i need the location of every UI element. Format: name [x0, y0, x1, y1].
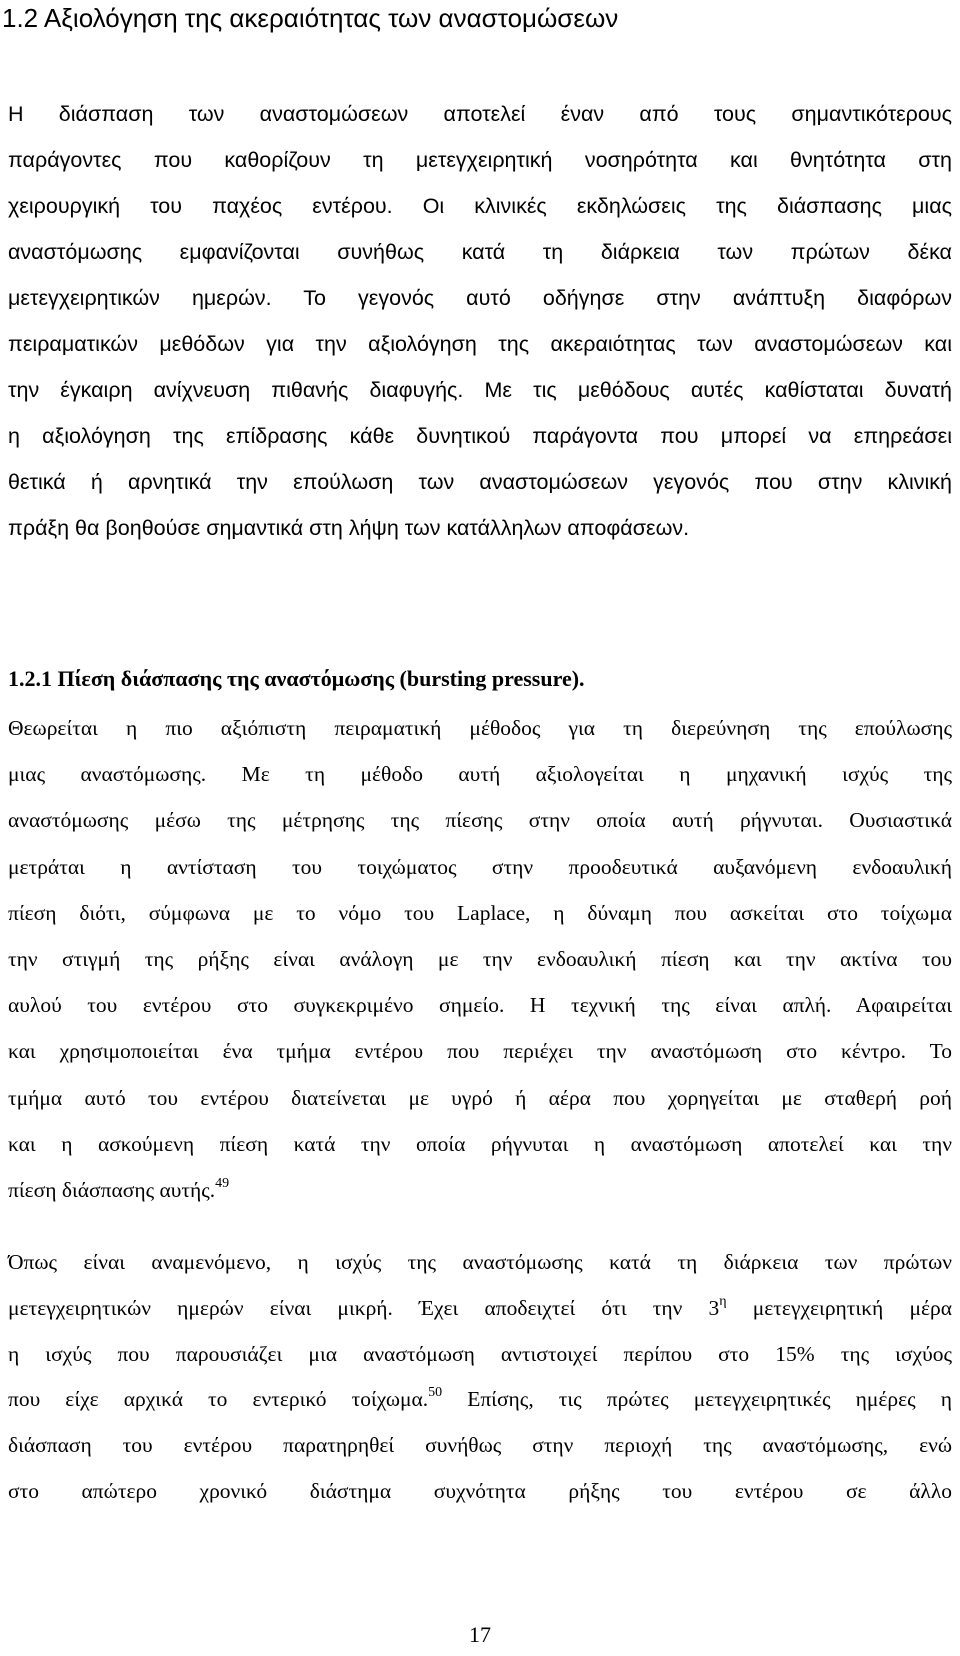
- paragraph-line: στο απώτερο χρονικό διάστημα συχνότητα ρήξης του εντέρου σε άλλο: [8, 1478, 952, 1503]
- paragraph-text: πίεση διάσπασης αυτής.: [8, 1177, 216, 1202]
- paragraph-line: πράξη θα βοηθούσε σημαντικά στη λήψη των κατάλληλων αποφάσεων.: [8, 516, 690, 540]
- paragraph-line: αυλού του εντέρου στο συγκεκριμένο σημείο. Η τεχνική της είναι απλή. Αφαιρείται: [8, 993, 952, 1018]
- paragraph-line: μιας αναστόμωσης. Με τη μέθοδο αυτή αξιολογείται η μηχανική ισχύς της: [8, 762, 952, 787]
- ordinal-superscript: η: [719, 1293, 727, 1309]
- paragraph-line: θετικά ή αρνητικά την επούλωση των αναστομώσεων γεγονός που στην κλινική: [8, 470, 952, 494]
- paragraph-line: [8, 1377, 952, 1423]
- paragraph-text: που είχε αρχικά το εντερικό τοίχωμα.: [8, 1387, 429, 1412]
- paragraph-line: διάσπαση του εντέρου παρατηρηθεί συνήθως στην περιοχή της αναστόμωσης, ενώ: [8, 1433, 952, 1458]
- paragraph-line: την στιγμή της ρήξης είναι ανάλογη με την ενδοαυλική πίεση και την ακτίνα του: [8, 946, 952, 971]
- paragraph-text: μετεγχειρητική μέρα: [726, 1295, 952, 1320]
- reference-superscript: 50: [428, 1385, 443, 1401]
- reference-superscript: 49: [215, 1175, 230, 1191]
- paragraph-line: τμήμα αυτό του εντέρου διατείνεται με υγρό ή αέρα που χορηγείται με σταθερή ροή: [8, 1085, 952, 1110]
- paragraph-strength: [8, 1240, 952, 1515]
- paragraph-line: πίεση διότι, σύμφωνα με το νόμο του Laplace, η δύναμη που ασκείται στο τοίχωμα: [8, 900, 952, 925]
- paragraph-line: Η διάσπαση των αναστομώσεων αποτελεί έναν από τους σημαντικότερους: [8, 102, 952, 126]
- paragraph-line: χειρουργική του παχέος εντέρου. Οι κλινικές εκδηλώσεις της διάσπασης μιας: [8, 194, 952, 218]
- paragraph-line: αναστόμωσης μέσω της μέτρησης της πίεσης στην οποία αυτή ρήγνυται. Ουσιαστικά: [8, 808, 952, 833]
- paragraph-line: η αξιολόγηση της επίδρασης κάθε δυνητικού παράγοντα που μπορεί να επηρεάσει: [8, 424, 952, 448]
- paragraph-text: μετεγχειρητικών ημερών είναι μικρή. Έχει αποδειχτεί ότι την 3: [8, 1295, 720, 1320]
- paragraph-line: Όπως είναι αναμενόμενο, η ισχύς της αναστόμωσης κατά τη διάρκεια των πρώτων: [8, 1250, 952, 1274]
- subsection-heading: 1.2.1 Πίεση διάσπασης της αναστόμωσης (bursting pressure).: [8, 666, 585, 691]
- paragraph-line: μετράται η αντίσταση του τοιχώματος στην προοδευτικά αυξανόμενη ενδοαυλική: [8, 854, 952, 879]
- paragraph-line: [8, 1286, 952, 1332]
- paragraph-line: την έγκαιρη ανίχνευση πιθανής διαφυγής. Με τις μεθόδους αυτές καθίσταται δυνατή: [8, 378, 952, 402]
- paragraph-line: και η ασκούμενη πίεση κατά την οποία ρήγνυται η αναστόμωση αποτελεί και την: [8, 1131, 952, 1156]
- paragraph-line: πειραματικών μεθόδων για την αξιολόγηση της ακεραιότητας των αναστομώσεων και: [8, 332, 952, 356]
- paragraph-intro: [8, 91, 952, 551]
- paragraph-line: η ισχύς που παρουσιάζει μια αναστόμωση αντιστοιχεί περίπου στο 15% της ισχύος: [8, 1341, 952, 1366]
- paragraph-line: αναστόμωσης εμφανίζονται συνήθως κατά τη διάρκεια των πρώτων δέκα: [8, 240, 952, 264]
- section-heading: 1.2 Αξιολόγηση της ακεραιότητας των αναστομώσεων: [2, 3, 619, 33]
- paragraph-text: Επίσης, τις πρώτες μετεγχειρητικές ημέρες η: [442, 1387, 952, 1412]
- paragraph-line: Θεωρείται η πιο αξιόπιστη πειραματική μέθοδος για τη διερεύνηση της επούλωσης: [8, 716, 952, 740]
- paragraph-line: και χρησιμοποιείται ένα τμήμα εντέρου που περιέχει την αναστόμωση στο κέντρο. Το: [8, 1039, 952, 1064]
- paragraph-line: μετεγχειρητικών ημερών. Το γεγονός αυτό οδήγησε στην ανάπτυξη διαφόρων: [8, 286, 952, 310]
- paragraph-bursting-pressure: [8, 705, 952, 1213]
- paragraph-line: [8, 1167, 952, 1213]
- paragraph-line: παράγοντες που καθορίζουν τη μετεγχειρητική νοσηρότητα και θνητότητα στη: [8, 148, 952, 172]
- page-number: 17: [469, 1622, 491, 1647]
